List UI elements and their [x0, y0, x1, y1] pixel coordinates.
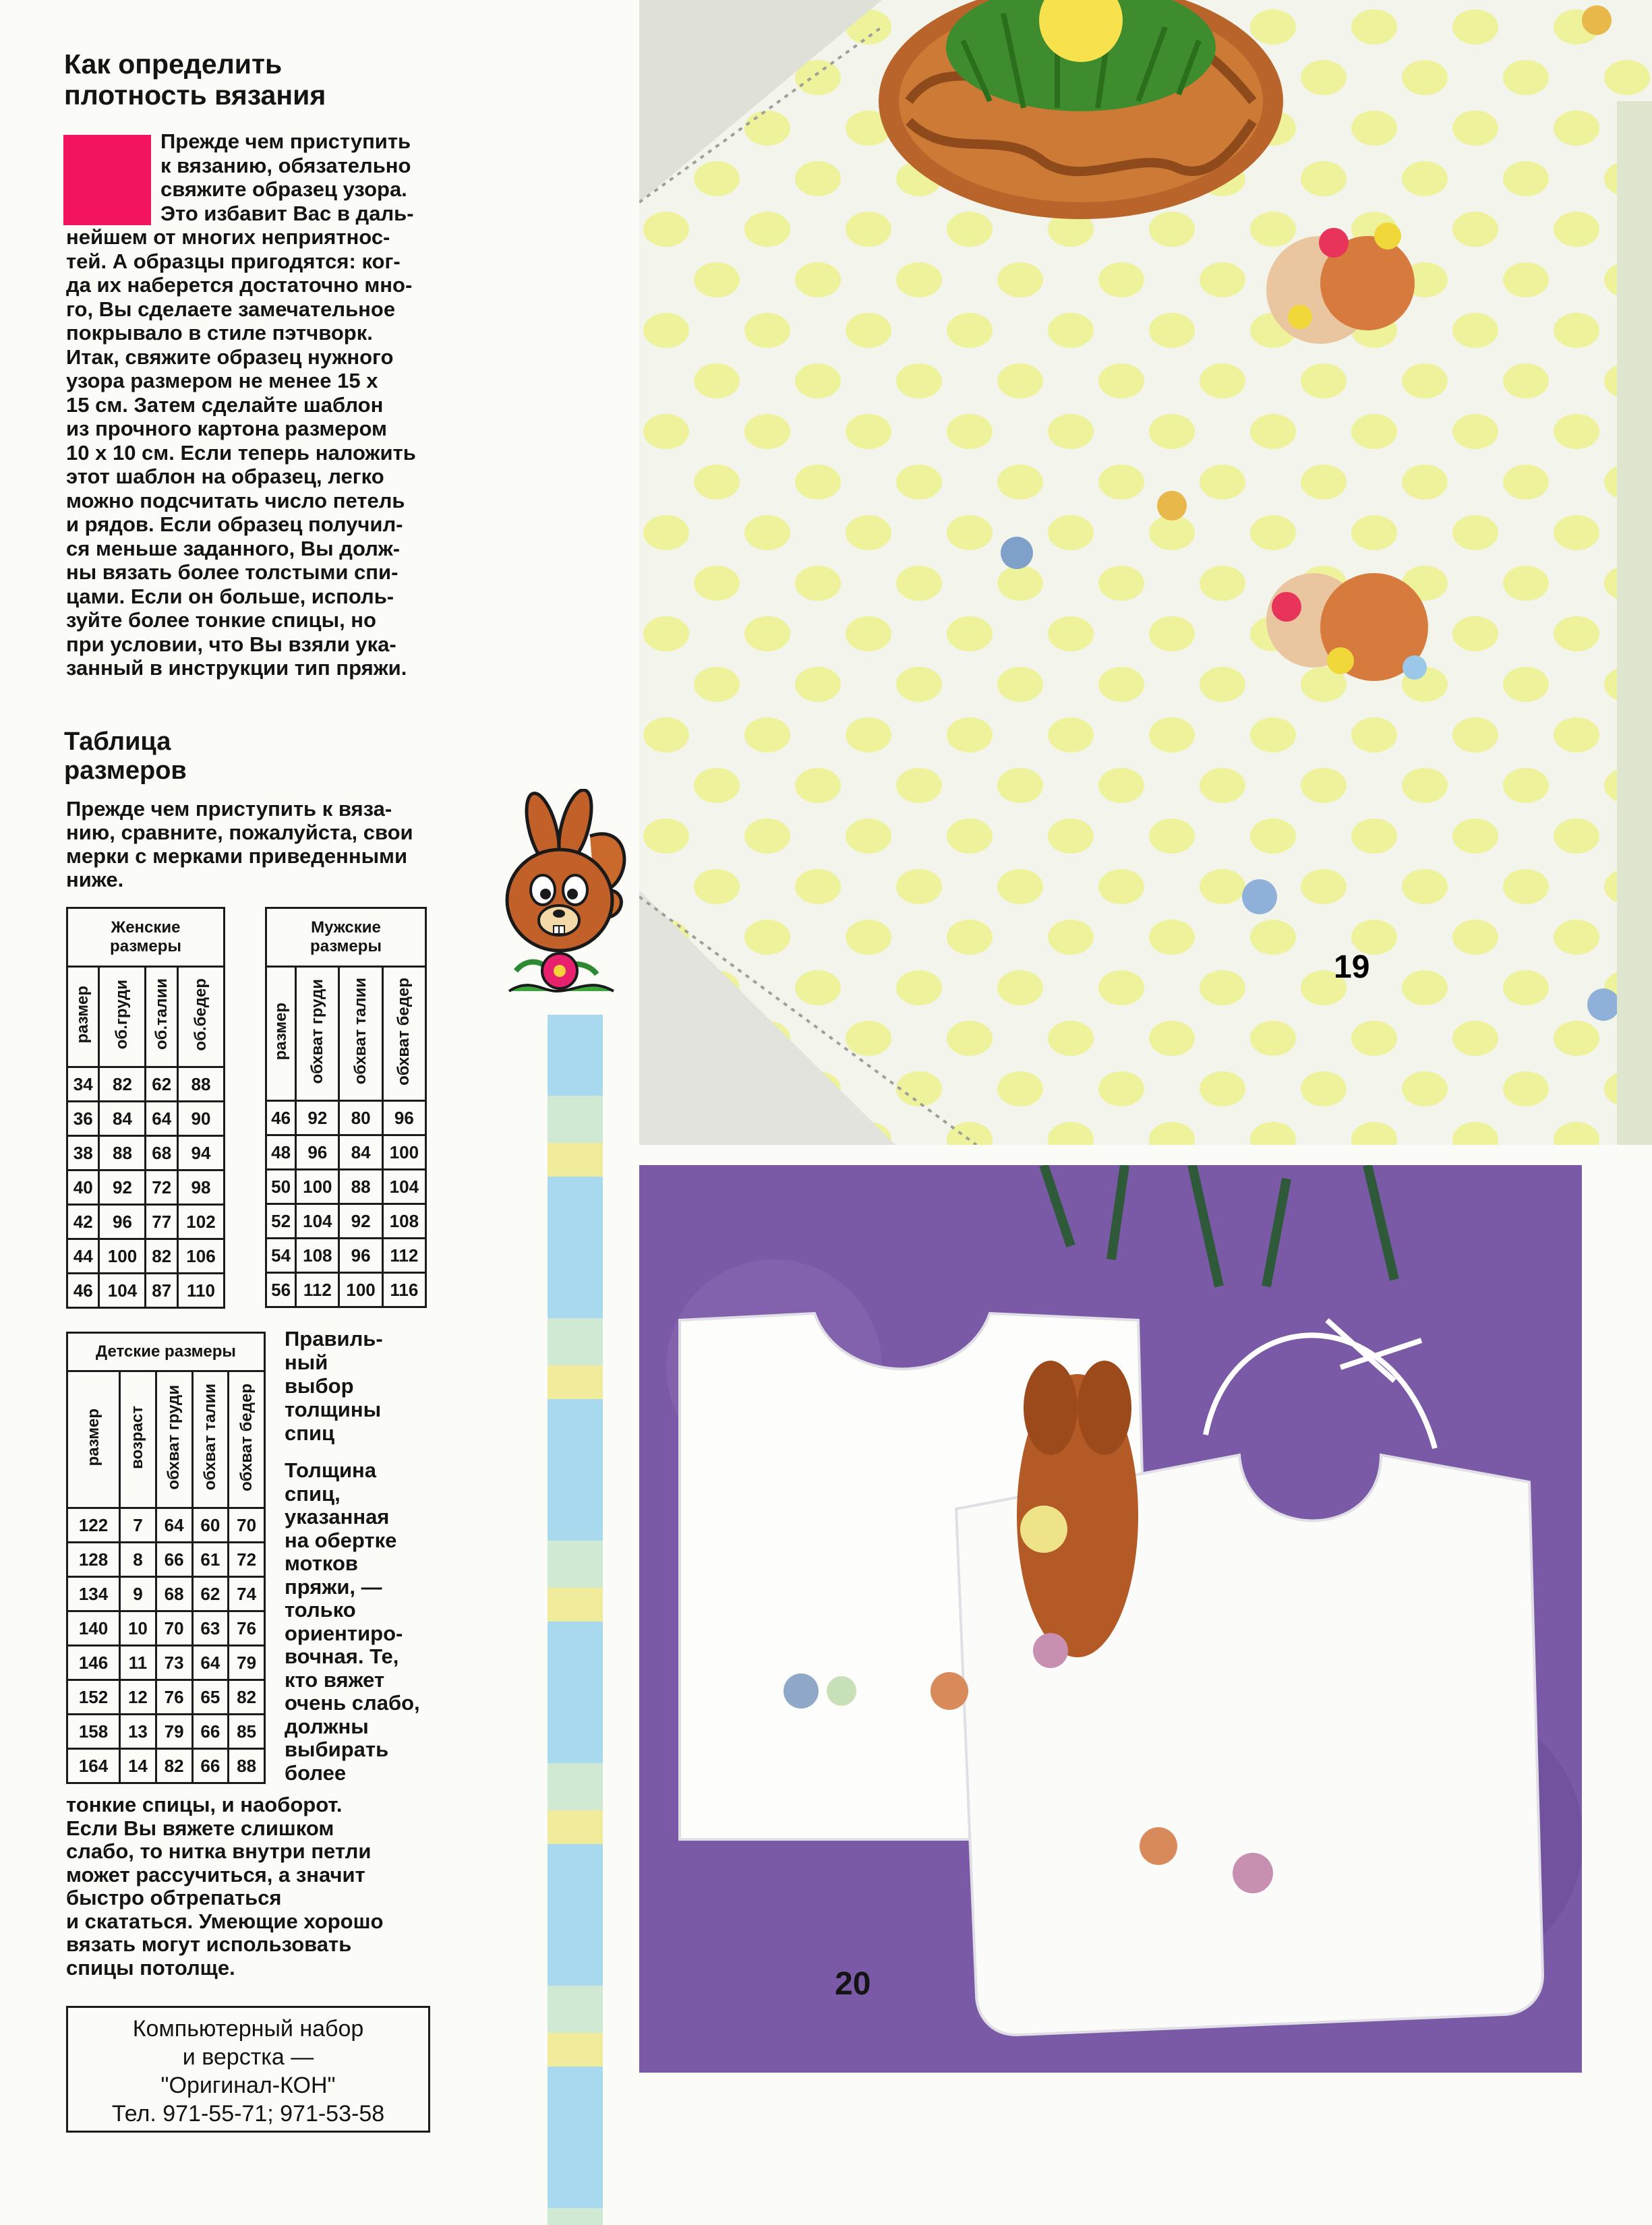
women-size-table	[66, 907, 225, 1309]
table-cell: 96	[296, 1135, 339, 1170]
intro-paragraph	[66, 225, 430, 680]
table-cell: 82	[99, 1067, 146, 1102]
credits-line: Компьютерный набор	[132, 2016, 364, 2042]
intro-line: тей. А образцы пригодятся: ког-	[66, 249, 401, 273]
table-cell: 158	[67, 1715, 120, 1749]
table-cell: 92	[339, 1204, 382, 1239]
intro-line: нию, сравните, пожалуйста, свои	[66, 821, 413, 844]
table-cell: 76	[156, 1680, 192, 1715]
table-row	[67, 1239, 225, 1274]
table-cell: 72	[146, 1170, 177, 1205]
subtitle-line: Таблица	[64, 728, 171, 756]
intro-line: к вязанию, обязательно	[160, 153, 411, 177]
text-line: очень слабо,	[285, 1691, 420, 1715]
table-row	[67, 1274, 225, 1308]
credits-box	[66, 2006, 430, 2133]
intro-line: из прочного картона размером	[66, 417, 387, 440]
header-label: об.талии	[152, 978, 171, 1050]
table-cell: 61	[192, 1543, 229, 1577]
article-title	[64, 49, 442, 111]
caption-line: Мужские	[311, 918, 381, 937]
header-label: обхват талии	[351, 978, 370, 1085]
table-cell: 73	[156, 1646, 192, 1680]
table-row	[266, 1204, 426, 1239]
text-line: и скататься. Умеющие хорошо	[66, 1909, 384, 1933]
text-line: слабо, то нитка внутри петли	[66, 1839, 372, 1863]
caption-line: размеры	[110, 937, 181, 955]
page-number-20: 20	[835, 1966, 871, 2002]
heading-line: спиц	[285, 1421, 335, 1445]
header-label: размер	[73, 985, 92, 1044]
men-size-table	[265, 907, 427, 1308]
table-cell: 66	[192, 1715, 229, 1749]
table-row	[266, 1101, 426, 1135]
table-cell: 77	[146, 1205, 177, 1239]
table-cell: 38	[67, 1136, 99, 1170]
table-cell: 100	[382, 1135, 425, 1170]
table-cell: 52	[266, 1204, 296, 1239]
table-cell: 87	[146, 1274, 177, 1308]
table-cell: 112	[296, 1273, 339, 1307]
tablecloth-image	[639, 0, 1652, 1145]
text-line: тонкие спицы, и наоборот.	[66, 1793, 343, 1816]
column-header	[67, 967, 99, 1067]
men-table-caption	[266, 908, 426, 967]
table-row	[67, 1749, 265, 1783]
intro-line: зуйте более тонкие спицы, но	[66, 608, 376, 632]
table-cell: 82	[229, 1680, 265, 1715]
table-cell: 54	[266, 1239, 296, 1273]
table-cell: 82	[156, 1749, 192, 1783]
header-label: размер	[84, 1408, 102, 1466]
intro-line: занный в инструкции тип пряжи.	[66, 656, 407, 680]
title-line-2: плотность вязания	[64, 80, 326, 111]
table-row	[67, 1170, 225, 1205]
table-row	[67, 1205, 225, 1239]
column-header	[296, 967, 339, 1101]
text-line: вочная. Те,	[285, 1644, 399, 1668]
intro-paragraph-top	[160, 129, 430, 225]
table-cell: 85	[229, 1715, 265, 1749]
table-cell: 108	[382, 1204, 425, 1239]
needles-side-text	[285, 1459, 440, 1785]
intro-line: Прежде чем приступить к вяза-	[66, 797, 392, 821]
text-line: может рассучиться, а значит	[66, 1862, 365, 1887]
bunny-illustration	[489, 789, 637, 1011]
text-line: выбирать	[285, 1738, 389, 1761]
intro-line: можно подсчитать число петель	[66, 488, 405, 512]
header-label: возраст	[128, 1405, 147, 1469]
table-cell: 64	[146, 1102, 177, 1136]
header-label: обхват талии	[200, 1384, 219, 1491]
intro-line: нейшем от многих неприятнос-	[66, 225, 390, 249]
table-cell: 140	[67, 1611, 120, 1646]
table-cell: 84	[99, 1102, 146, 1136]
table-cell: 100	[339, 1273, 382, 1307]
intro-line: этот шаблон на образец, легко	[66, 465, 384, 488]
table-row	[67, 1715, 265, 1749]
intro-line: Итак, свяжите образец нужного	[66, 345, 394, 369]
table-cell: 92	[296, 1101, 339, 1135]
table-cell: 14	[120, 1749, 156, 1783]
table-cell: 46	[67, 1274, 99, 1308]
column-header	[156, 1371, 192, 1508]
text-line: на обертке	[285, 1528, 397, 1552]
table-cell: 88	[99, 1136, 146, 1170]
table-cell: 108	[296, 1239, 339, 1273]
header-label: об.бедер	[191, 978, 210, 1051]
column-header	[266, 967, 296, 1101]
credits-line: "Оригинал-КОН"	[160, 2073, 336, 2098]
table-cell: 64	[156, 1508, 192, 1543]
column-header	[192, 1371, 229, 1508]
table-cell: 12	[120, 1680, 156, 1715]
table-cell: 112	[382, 1239, 425, 1273]
table-cell: 164	[67, 1749, 120, 1783]
table-cell: 60	[192, 1508, 229, 1543]
table-cell: 104	[296, 1204, 339, 1239]
heading-line: выбор	[285, 1374, 354, 1398]
table-cell: 46	[266, 1101, 296, 1135]
text-line: пряжи, —	[285, 1574, 382, 1599]
table-cell: 128	[67, 1543, 120, 1577]
intro-line: ся меньше заданного, Вы долж-	[66, 536, 401, 560]
table-cell: 134	[67, 1577, 120, 1611]
intro-line: покрывало в стиле пэтчворк.	[66, 321, 373, 345]
text-line: ориентиро-	[285, 1621, 403, 1645]
table-cell: 100	[99, 1239, 146, 1274]
table-row	[266, 1170, 426, 1204]
table-row	[266, 1135, 426, 1170]
credits-line: Тел. 971-55-71; 971-53-58	[111, 2101, 385, 2127]
table-cell: 104	[99, 1274, 146, 1308]
table-cell: 62	[146, 1067, 177, 1102]
table-row	[67, 1646, 265, 1680]
table-cell: 88	[339, 1170, 382, 1204]
text-line: кто вяжет	[285, 1667, 385, 1692]
table-row	[67, 1067, 225, 1102]
kids-table-caption: Детские размеры	[67, 1333, 265, 1371]
table-row	[67, 1611, 265, 1646]
intro-line: мерки с мерками приведенными	[66, 844, 408, 868]
column-header	[146, 967, 177, 1067]
text-line: мотков	[285, 1551, 358, 1575]
intro-line: и рядов. Если образец получил-	[66, 512, 403, 536]
table-row	[67, 1543, 265, 1577]
table-cell: 8	[120, 1543, 156, 1577]
intro-line: цами. Если он больше, исполь-	[66, 584, 394, 608]
table-cell: 88	[177, 1067, 224, 1102]
table-cell: 66	[192, 1749, 229, 1783]
text-line: Толщина	[285, 1458, 377, 1482]
table-cell: 76	[229, 1611, 265, 1646]
table-row	[67, 1680, 265, 1715]
subtitle-line: размеров	[64, 756, 187, 785]
table-row	[67, 1577, 265, 1611]
table-cell: 9	[120, 1577, 156, 1611]
intro-line: 15 см. Затем сделайте шаблон	[66, 392, 384, 417]
heading-line: Правиль-	[285, 1327, 383, 1351]
table-cell: 56	[266, 1273, 296, 1307]
text-line: спицы потолще.	[66, 1955, 235, 1980]
title-line-1: Как определить	[64, 49, 283, 80]
column-header	[382, 967, 425, 1101]
table-cell: 79	[156, 1715, 192, 1749]
column-header	[229, 1371, 265, 1508]
column-header	[99, 967, 146, 1067]
table-cell: 68	[156, 1577, 192, 1611]
table-cell: 79	[229, 1646, 265, 1680]
table-cell: 98	[177, 1170, 224, 1205]
bibs-image	[639, 1165, 1582, 2073]
decorative-color-strip	[548, 1015, 603, 2225]
header-label: обхват груди	[307, 978, 326, 1084]
table-cell: 70	[229, 1508, 265, 1543]
table-cell: 80	[339, 1101, 382, 1135]
text-line: только	[285, 1598, 356, 1622]
table-cell: 70	[156, 1611, 192, 1646]
table-cell: 42	[67, 1205, 99, 1239]
intro-line: Прежде чем приступить	[160, 129, 411, 153]
table-row	[266, 1239, 426, 1273]
table-cell: 50	[266, 1170, 296, 1204]
table-cell: 110	[177, 1274, 224, 1308]
text-line: должны	[285, 1714, 369, 1738]
table-cell: 82	[146, 1239, 177, 1274]
table-cell: 74	[229, 1577, 265, 1611]
table-cell: 13	[120, 1715, 156, 1749]
table-cell: 65	[192, 1680, 229, 1715]
table-cell: 116	[382, 1273, 425, 1307]
table-row	[67, 1508, 265, 1543]
table-row	[67, 1136, 225, 1170]
text-line: более	[285, 1760, 347, 1785]
column-header	[120, 1371, 156, 1508]
photo-baby-bibs	[639, 1165, 1582, 2073]
table-cell: 7	[120, 1508, 156, 1543]
needles-bottom-text	[66, 1793, 444, 1980]
intro-line: при условии, что Вы взяли ука-	[66, 632, 396, 656]
table-cell: 122	[67, 1508, 120, 1543]
intro-line: Это избавит Вас в даль-	[160, 201, 414, 225]
header-label: размер	[271, 1002, 290, 1061]
column-header	[177, 967, 224, 1067]
table-cell: 146	[67, 1646, 120, 1680]
table-cell: 36	[67, 1102, 99, 1136]
needles-heading	[285, 1327, 440, 1445]
photo-easter-tablecloth	[639, 0, 1652, 1145]
table-row	[266, 1273, 426, 1307]
text-line: быстро обтрепаться	[66, 1886, 282, 1909]
table-cell: 96	[339, 1239, 382, 1273]
table-cell: 90	[177, 1102, 224, 1136]
table-cell: 62	[192, 1577, 229, 1611]
caption-line: размеры	[310, 937, 382, 955]
text-line: вязать могут использовать	[66, 1932, 352, 1956]
intro-line: 10 х 10 см. Если теперь наложить	[66, 440, 416, 465]
kids-size-table	[66, 1332, 266, 1784]
table-cell: 44	[67, 1239, 99, 1274]
table-cell: 63	[192, 1611, 229, 1646]
table-cell: 96	[99, 1205, 146, 1239]
table-cell: 48	[266, 1135, 296, 1170]
table-cell: 94	[177, 1136, 224, 1170]
credits-line: и верстка —	[182, 2044, 314, 2070]
table-row	[67, 1102, 225, 1136]
table-cell: 11	[120, 1646, 156, 1680]
table-cell: 106	[177, 1239, 224, 1274]
table-cell: 72	[229, 1543, 265, 1577]
table-cell: 102	[177, 1205, 224, 1239]
heading-line: ный	[285, 1351, 328, 1374]
intro-line: ниже.	[66, 868, 124, 891]
women-table-caption	[67, 908, 225, 967]
intro-line: узора размером не менее 15 х	[66, 369, 378, 392]
table-cell: 68	[146, 1136, 177, 1170]
table-cell: 152	[67, 1680, 120, 1715]
size-table-intro	[66, 797, 430, 891]
intro-line: да их наберется достаточно мно-	[66, 273, 413, 297]
table-cell: 10	[120, 1611, 156, 1646]
intro-line: свяжите образец узора.	[160, 177, 407, 201]
size-table-title	[64, 728, 334, 785]
text-line: указанная	[285, 1505, 390, 1529]
header-label: обхват бедер	[237, 1383, 256, 1491]
table-cell: 64	[192, 1646, 229, 1680]
column-header	[339, 967, 382, 1101]
table-cell: 104	[382, 1170, 425, 1204]
table-cell: 34	[67, 1067, 99, 1102]
intro-line: ны вязать более толстыми спи-	[66, 560, 399, 584]
table-cell: 84	[339, 1135, 382, 1170]
text-line: спиц,	[285, 1481, 341, 1506]
table-cell: 96	[382, 1101, 425, 1135]
heading-line: толщины	[285, 1398, 382, 1421]
header-label: об.груди	[113, 979, 131, 1050]
page-number-19: 19	[1334, 949, 1370, 985]
text-line: Если Вы вяжете слишком	[66, 1816, 334, 1840]
table-cell: 92	[99, 1170, 146, 1205]
header-label: обхват бедер	[394, 977, 413, 1086]
column-header	[67, 1371, 120, 1508]
header-label: обхват груди	[165, 1384, 183, 1490]
intro-line: го, Вы сделаете замечательное	[66, 297, 396, 321]
table-cell: 88	[229, 1749, 265, 1783]
table-cell: 66	[156, 1543, 192, 1577]
table-cell: 100	[296, 1170, 339, 1204]
pink-marker-square	[63, 135, 151, 225]
caption-line: Женские	[111, 918, 181, 937]
table-cell: 40	[67, 1170, 99, 1205]
